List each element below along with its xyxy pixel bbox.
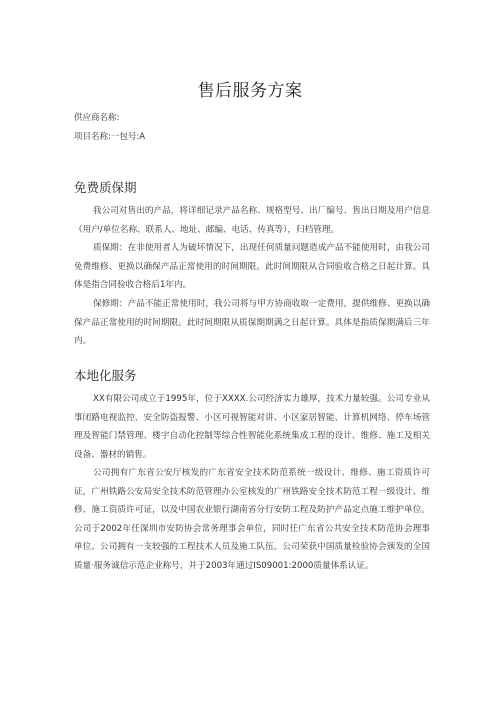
warranty-paragraph-records: 我公司对售出的产品，将详细记录产品名称、规格型号、出厂编号、售出日期及用户信息（用户/单位名称、联系人、地址、邮编、电话、传真等），归档管理。: [74, 206, 430, 235]
section-heading-local-service: 本地化服务: [74, 368, 137, 383]
section-heading-warranty: 免费质保期: [74, 180, 137, 195]
supplier-name-label: 供应商名称:: [74, 113, 120, 123]
local-service-paragraph-qualifications: 公司拥有广东省公安厅核发的广东省安全技术防范系统一级设计、维修、施工资质许可证，广州铁路公安局安全技术防范管理办公室核发的广州铁路安全技术防范工程一级设计、维修、施工资质许可证，以及中国农业银行湖南省分行安防工程及防护产品定点施工维护单位。公司于2002年任深圳市安防协会常务理事会单位，同时任广东省公共安全技术防范协会理事单位。公司拥有一支较强的工程技术人员及施工队伍。公司荣获中国质量检验协会颁发的全国质量·服务诚信示范企业称号，并于2003年通过IS09001:2000质量体系认证。: [74, 468, 430, 571]
warranty-paragraph-warranty-period: 质保期：在非使用者人为破坏情况下，出现任何质量问题造成产品不能使用时，由我公司免费维修、更换以确保产品正常使用的时间期限。此时间期限从合同验收合格之日起计算。具体是指合同验收合格后1年内。: [74, 243, 430, 291]
warranty-paragraph-repair-period: 保修期：产品不能正常使用时，我公司将与甲方协商收取一定费用，提供维修、更换以确保产品正常使用的时间期限。此时间期限从质保期期满之日起计算。具体是指质保期满后三年内。: [74, 299, 430, 347]
document-title: 售后服务方案: [197, 81, 303, 101]
project-name-label: 项目名称:一包号:A: [74, 132, 146, 142]
local-service-paragraph-company: XX有限公司成立于1995年，位于XXXX.公司经济实力雄厚，技术力量较强。公司专业从事闭路电视监控、安全防盗报警、小区可视智能对讲、小区家居智能、计算机网络、停车场管理及智能门禁管理、楼宇自动化控制等综合性智能化系统集成工程的设计、维修、施工及相关设备、器材的销售。: [74, 394, 430, 460]
